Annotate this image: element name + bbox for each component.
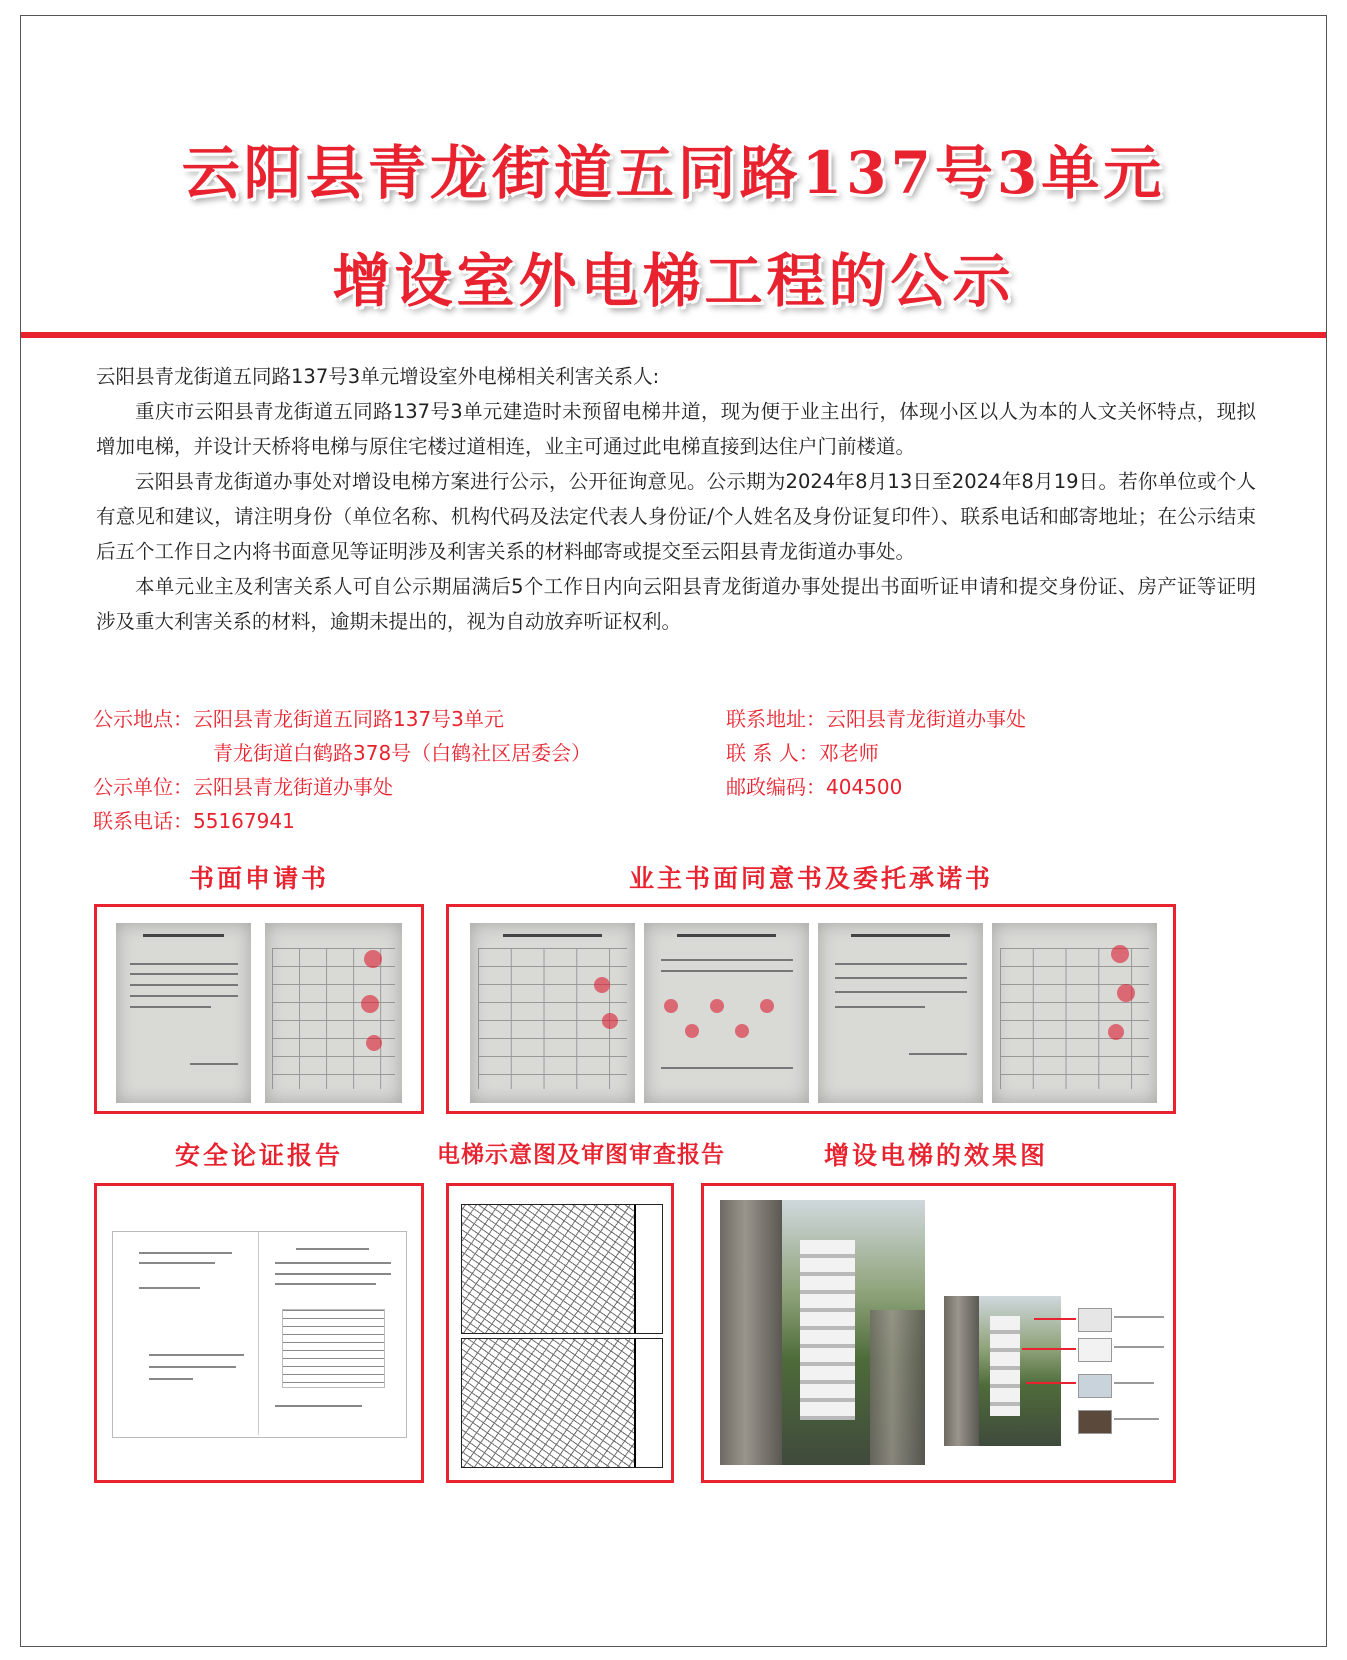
application-photos [94,904,424,1114]
paragraph-3: 本单元业主及利害关系人可自公示期届满后5个工作日内向云阳县青龙街道办事处提出书面听证申请和提交身份证、房产证等证明涉及重大利害关系的材料，逾期未提出的，视为自动放弃听证权利。 [96,575,1256,633]
postcode-row [726,770,902,804]
contact-row [726,736,879,770]
address-label: 联系地址： [726,707,826,731]
safety-report-pages [112,1231,407,1438]
location-1: 云阳县青龙街道五同路137号3单元 [193,707,504,731]
address-row [726,702,1026,736]
material-swatch-3 [1078,1374,1112,1398]
material-swatch-1 [1078,1308,1112,1332]
diagram-sheet-2 [461,1338,663,1468]
section-title-safety: 安全论证报告 [174,1141,343,1170]
unit-value: 云阳县青龙街道办事处 [193,775,393,799]
location-row-2 [213,736,591,770]
phone-row [93,804,295,838]
rendering-photos [701,1183,1176,1483]
location-label: 公示地点： [93,707,193,731]
consent-page-3 [818,923,983,1103]
notice-body [96,359,1256,639]
paragraph-2: 云阳县青龙街道办事处对增设电梯方案进行公示，公开征询意见。公示期为2024年8月13日至2024年8月19日。若你单位或个人有意见和建议，请注明身份（单位名称、机构代码及法定代表人身份证/个人姓名及身份证复印件）、联系电话和邮寄地址；在公示结束后五个工作日之内将书面意见等证明涉及利害关系的材料邮寄或提交至云阳县青龙街道办事处。 [96,470,1256,563]
rendering-main-image [720,1200,925,1465]
elevator-diagram-photos [446,1183,674,1483]
address-value: 云阳县青龙街道办事处 [826,707,1026,731]
postcode-value: 404500 [826,775,903,799]
consent-page-2 [644,923,809,1103]
consent-page-1 [470,923,635,1103]
application-page-2 [265,923,402,1103]
section-title-rendering: 增设电梯的效果图 [823,1141,1048,1170]
location-2: 青龙街道白鹤路378号（白鹤社区居委会） [213,741,592,765]
safety-report-photos [94,1183,424,1483]
section-title-diagram: 电梯示意图及审图审查报告 [437,1142,725,1168]
diagram-sheet-1 [461,1204,663,1334]
unit-row [93,770,393,804]
salutation: 云阳县青龙街道五同路137号3单元增设室外电梯相关利害关系人: [96,365,660,388]
section-title-consent: 业主书面同意书及委托承诺书 [628,864,993,893]
phone-value: 55167941 [193,809,295,833]
consent-page-4 [992,923,1157,1103]
title-divider [21,332,1326,338]
title-line-2: 增设室外电梯工程的公示 [332,247,1015,315]
unit-label: 公示单位： [93,775,193,799]
paragraph-1: 重庆市云阳县青龙街道五同路137号3单元建造时未预留电梯井道，现为便于业主出行，体现小区以人为本的人文关怀特点，现拟增加电梯，并设计天桥将电梯与原住宅楼过道相连，业主可通过此电梯直接到达住户门前楼道。 [96,400,1256,458]
contact-label: 联 系 人： [726,741,819,765]
notice-frame [20,15,1327,1647]
contact-value: 邓老师 [818,741,879,765]
postcode-label: 邮政编码： [726,775,826,799]
consent-photos [446,904,1176,1114]
phone-label: 联系电话： [93,809,193,833]
location-row [93,702,504,736]
section-title-application: 书面申请书 [188,864,329,893]
title-line-1: 云阳县青龙街道五同路137号3单元 [181,139,1166,207]
application-page-1 [116,923,251,1103]
material-swatch-4 [1078,1410,1112,1434]
material-swatch-2 [1078,1338,1112,1362]
